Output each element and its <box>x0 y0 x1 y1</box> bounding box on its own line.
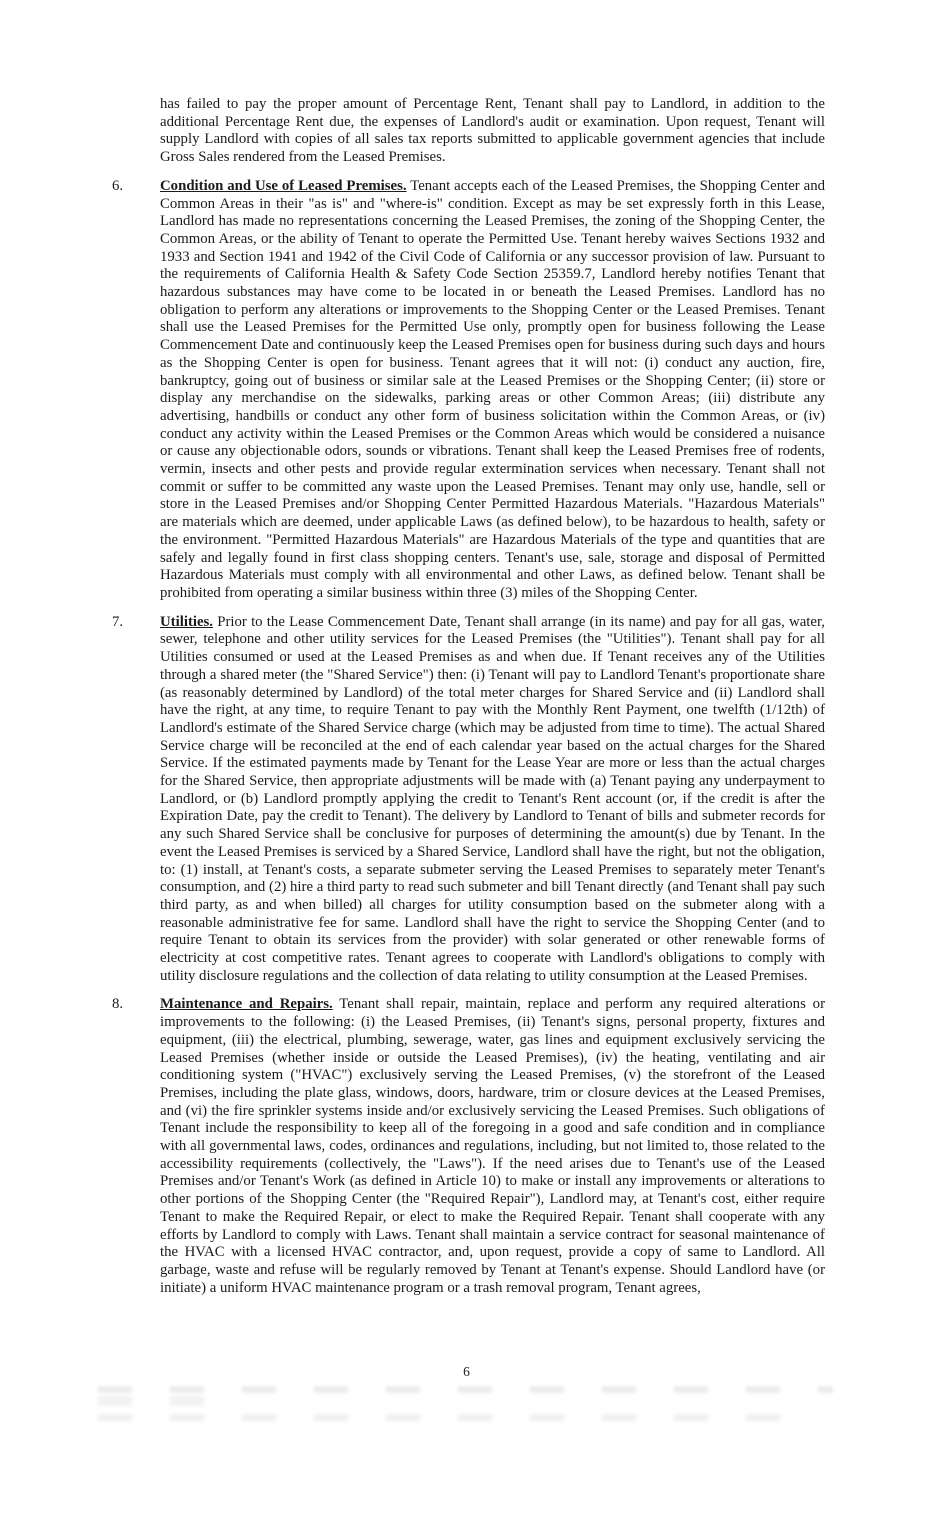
section-6-number: 6. <box>112 177 124 194</box>
section-7-body: Prior to the Lease Commencement Date, Tenant shall arrange (in its name) and pay for all gas, water, sewer, telephone and other utility services for the Leased Premises (the "Utilities"). Tenant shall pay for all Utilities consumed or used at the Leased Premises as and when due. If Tenant receives any of the Utilities through a shared meter (the "Shared Service") then: (i) Tenant will pay to Landlord Tenant's proportionate share (as reasonably determined by Landlord) of the total meter charges for Shared Service and (ii) Landlord shall have the right, at any time, to require Tenant to pay with the Monthly Rent Payment, one twelfth (1/12th) of Landlord's estimate of the Shared Service charge (which may be adjusted from time to time). The actual Shared Service charge will be reconciled at the end of each calendar year based on the actual charges for the Shared Service. If the estimated payments made by Tenant for the Lease Year are more or less than the actual charges for the Shared Service, then appropriate adjustments will be made with (a) Tenant paying any underpayment to Landlord, or (b) Landlord promptly applying the credit to Tenant's Rent account (or, if the credit is after the Expiration Date, pay the credit to Tenant). The delivery by Landlord to Tenant of bills and submeter records for any such Shared Service shall be conclusive for purposes of determining the amount(s) due by Tenant. In the event the Leased Premises is serviced by a Shared Service, Landlord shall have the right, but not the obligation, to: (1) install, at Tenant's costs, a separate submeter serving the Leased Premises to separately meter Tenant's consumption, and (2) hire a third party to read such submeter and bill Tenant directly (and Tenant shall pay such third party, as and when billed) all charges for utility consumption based on the submeter along with a reasonable administrative fee for same. Landlord shall have the right to service the Shopping Center (and to require Tenant to obtain its services from the provider) with solar generated or other renewable forms of electricity at cost competitive rates. Tenant agrees to cooperate with Landlord's obligations to comply with utility disclosure regulations and the collection of data relating to utility consumption at the Leased Premises. <box>160 613 825 984</box>
section-8-body: Tenant shall repair, maintain, replace and perform any required alterations or improvements to the following: (i) the Leased Premises, (ii) Tenant's signs, personal property, fixtures and equipment, (iii) the electrical, plumbing, sewerage, water, gas lines and equipment exclusively servicing the Leased Premises (whether inside or outside the Leased Premises), (iv) the heating, ventilating and air conditioning system ("HVAC") exclusively serving the Leased Premises, (v) the storefront of the Leased Premises, including the plate glass, windows, doors, hardware, trim or closure devices at the Leased Premises, and (vi) the fire sprinkler systems inside and/or exclusively servicing the Leased Premises. Such obligations of Tenant include the responsibility to keep all of the foregoing in a good and safe condition and in compliance with all governmental laws, codes, ordinances and regulations, including, but not limited to, those related to the accessibility requirements (collectively, the "Laws"). If the need arises due to Tenant's use of the Leased Premises and/or Tenant's Work (as defined in Article 10) to make or install any improvements or alterations to other portions of the Shopping Center (the "Required Repair"), Landlord may, at Tenant's cost, either require Tenant to make the Required Repair, or elect to make the Required Repair. Tenant shall cooperate with any efforts by Landlord to comply with Laws. Tenant shall maintain a service contract for seasonal maintenance of the HVAC with a licensed HVAC contractor, and, upon request, provide a copy of same to Landlord. All garbage, waste and refuse will be regularly removed by Tenant at Tenant's expense. Should Landlord have (or initiate) a uniform HVAC maintenance program or a trash removal program, Tenant agrees, <box>160 996 825 1296</box>
section-7 <box>112 613 825 986</box>
section-8-number: 8. <box>112 996 124 1013</box>
section-7-paragraph <box>160 614 825 986</box>
section-8-paragraph <box>160 996 825 1297</box>
section-6-body: Tenant accepts each of the Leased Premises, the Shopping Center and Common Areas in their "as is" and "where-is" condition. Except as may be set expressly forth in this Lease, Landlord has made no representations concerning the Leased Premises, the zoning of the Shopping Center, the Common Areas, or the ability of Tenant to operate the Permitted Use. Tenant hereby waives Sections 1932 and 1933 and Section 1941 and 1942 of the Civil Code of California or any successor provision of law. Pursuant to the requirements of California Health & Safety Code Section 25359.7, Landlord hereby notifies Tenant that hazardous substances may have come to be located in or beneath the Leased Premises. Landlord has no obligation to perform any alterations or improvements to the Shopping Center or the Leased Premises. Tenant shall use the Leased Premises for the Permitted Use only, promptly open for business following the Lease Commencement Date and continuously keep the Leased Premises open for business during such days and hours as the Shopping Center is open for business. Tenant agrees that it will not: (i) conduct any auction, fire, bankruptcy, going out of business or similar sale at the Leased Premises or the Shopping Center; (ii) store or display any merchandise on the sidewalks, parking areas or other Common Areas; (iii) distribute any advertising, handbills or conduct any other form of business solicitation within the Common Areas, or (iv) conduct any activity within the Leased Premises or the Common Areas which would be considered a nuisance or cause any objectionable odors, sounds or vibrations. Tenant shall keep the Leased Premises free of rodents, vermin, insects and other pests and provide regular extermination services when necessary. Tenant shall not commit or suffer to be committed any waste upon the Leased Premises. Tenant may only use, handle, sell or store in the Leased Premises and/or Shopping Center Permitted Hazardous Materials. "Hazardous Materials" are materials which are deemed, under applicable Laws (as defined below), to be hazardous to health, safety or the environment. "Permitted Hazardous Materials" are Hazardous Materials of the type and quantities that are safely and legally found in first class shopping centers. Tenant's use, sale, storage and disposal of Permitted Hazardous Materials must comply with all environmental and other Laws, as defined below. Tenant shall be prohibited from operating a similar business within three (3) miles of the Shopping Center. <box>160 177 825 601</box>
section-8-heading: Maintenance and Repairs. <box>160 996 333 1013</box>
scan-artifact <box>98 1396 218 1406</box>
section-6-heading: Condition and Use of Leased Premises. <box>160 177 407 194</box>
section-6-paragraph <box>160 178 825 603</box>
section-6 <box>112 177 825 603</box>
intro-paragraph: has failed to pay the proper amount of Percentage Rent, Tenant shall pay to Landlord, in addition to the additional Percentage Rent due, the expenses of Landlord's audit or examination. Upon request, Tenant will supply Landlord with copies of all sales tax reports submitted to applicable government agencies that include Gross Sales rendered from the Leased Premises. <box>160 96 825 166</box>
scan-artifact <box>98 1414 798 1421</box>
page-number: 6 <box>463 1364 470 1379</box>
section-7-number: 7. <box>112 613 124 630</box>
scan-artifact <box>98 1386 833 1393</box>
page-body <box>112 96 825 1308</box>
section-7-heading: Utilities. <box>160 613 214 630</box>
section-8 <box>112 996 825 1297</box>
